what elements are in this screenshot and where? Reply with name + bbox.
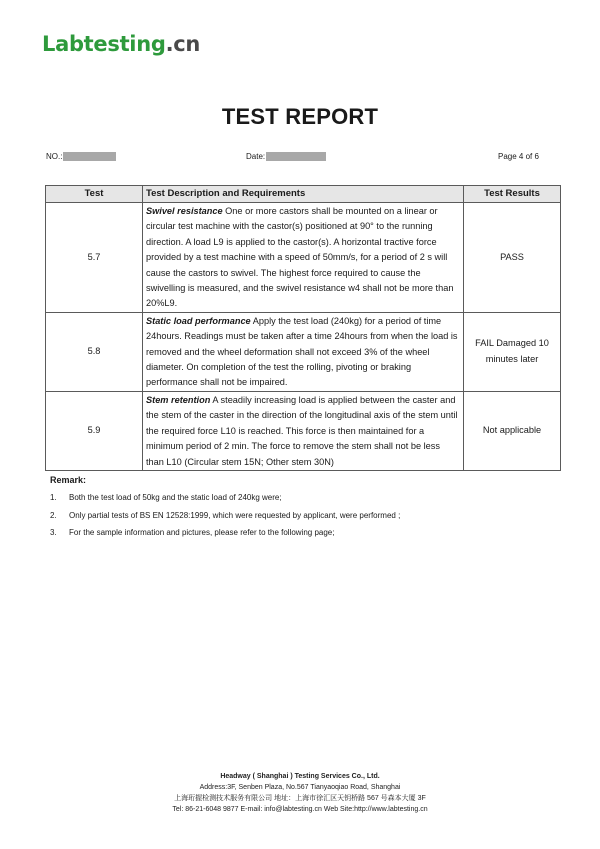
footer-address: Address:3F, Senben Plaza, No.567 Tianyaoqiao Road, Shanghai bbox=[199, 784, 401, 791]
table-row bbox=[46, 203, 561, 313]
remark-index: 2. bbox=[50, 510, 57, 520]
header-test: Test bbox=[46, 186, 143, 203]
remark-list bbox=[50, 489, 400, 542]
table-row bbox=[46, 391, 561, 470]
redacted-report-number bbox=[63, 152, 116, 161]
test-result: PASS bbox=[464, 203, 561, 313]
report-date-label: Date: bbox=[246, 152, 266, 161]
table-row bbox=[46, 312, 561, 391]
footer-contact: Tel: 86-21-6048 9877 E-mail: info@labtesting.cn Web Site:http://www.labtesting.cn bbox=[172, 806, 428, 813]
remark-item bbox=[50, 524, 400, 542]
test-result: FAIL Damaged 10 minutes later bbox=[464, 312, 561, 391]
footer-company: Headway ( Shanghai ) Testing Services Co., Ltd. bbox=[220, 773, 380, 780]
logo-text-domain: .cn bbox=[165, 32, 201, 56]
page-indicator: Page 4 of 6 bbox=[498, 152, 539, 161]
report-number-label: NO.: bbox=[46, 152, 63, 161]
remark-text: For the sample information and pictures, please refer to the following page; bbox=[69, 528, 335, 537]
test-keyword: Static load performance bbox=[146, 315, 251, 326]
remark-item bbox=[50, 507, 400, 525]
report-date bbox=[246, 152, 326, 161]
table-header-row bbox=[46, 186, 561, 203]
header-description: Test Description and Requirements bbox=[143, 186, 464, 203]
remark-index: 3. bbox=[50, 528, 57, 537]
remark-title: Remark: bbox=[50, 475, 87, 485]
redacted-date bbox=[266, 152, 326, 161]
test-description bbox=[143, 391, 464, 470]
report-title: TEST REPORT bbox=[221, 104, 379, 129]
remark-index: 1. bbox=[50, 493, 57, 502]
footer-chinese-address: 上海珩握检测技术服务有限公司 地址：上海市徐汇区天钥桥路 567 号森本大厦 3F bbox=[174, 795, 426, 802]
page-footer bbox=[0, 771, 600, 815]
remark-text: Only partial tests of BS EN 12528:1999, which were requested by applicant, were performed ; bbox=[69, 510, 401, 520]
test-number: 5.8 bbox=[46, 312, 143, 391]
test-description bbox=[143, 312, 464, 391]
test-results-table bbox=[45, 185, 561, 471]
labtesting-logo bbox=[42, 32, 200, 56]
test-description-text: Apply the test load (240kg) for a period of time 24hours. Readings must be taken after a time 24hours from when the load is removed and the wheel deformation shall not exceed 3% of the wheel diameter. On completion of the test the rolling, pivoting or braking performance shall not be impaired. bbox=[146, 315, 458, 388]
test-description-text: A steadily increasing load is applied between the caster and the stem of the caster in the direction of the longitudinal axis of the stem until the required force L10 is reached. This force is then maintained for a minimum period of 2 min. The force to remove the stem shall not be less than L10 (Circular stem 15N; Other stem 30N) bbox=[146, 394, 458, 467]
remark-text: Both the test load of 50kg and the static load of 240kg were; bbox=[69, 493, 282, 502]
report-number bbox=[46, 152, 116, 161]
test-description-text: One or more castors shall be mounted on a linear or circular test machine with the castor(s) positioned at 90° to the running direction. A load L9 is applied to the castor(s). A horizontal tractive force provided by a test machine with a speed of 50mm/s, for a period of 2 s will cause the castors to swivel. The highest force required to cause the swivelling is measured, and the swivel resistance w4 shall not be more than 20%L9. bbox=[146, 206, 454, 309]
remark-item bbox=[50, 489, 400, 507]
test-keyword: Swivel resistance bbox=[146, 206, 223, 216]
logo-text-main: Labtesting bbox=[42, 32, 166, 56]
test-keyword: Stem retention bbox=[146, 394, 211, 405]
test-result: Not applicable bbox=[464, 391, 561, 470]
test-description bbox=[143, 203, 464, 313]
test-number: 5.9 bbox=[46, 391, 143, 470]
test-number: 5.7 bbox=[46, 203, 143, 313]
header-results: Test Results bbox=[464, 186, 561, 203]
